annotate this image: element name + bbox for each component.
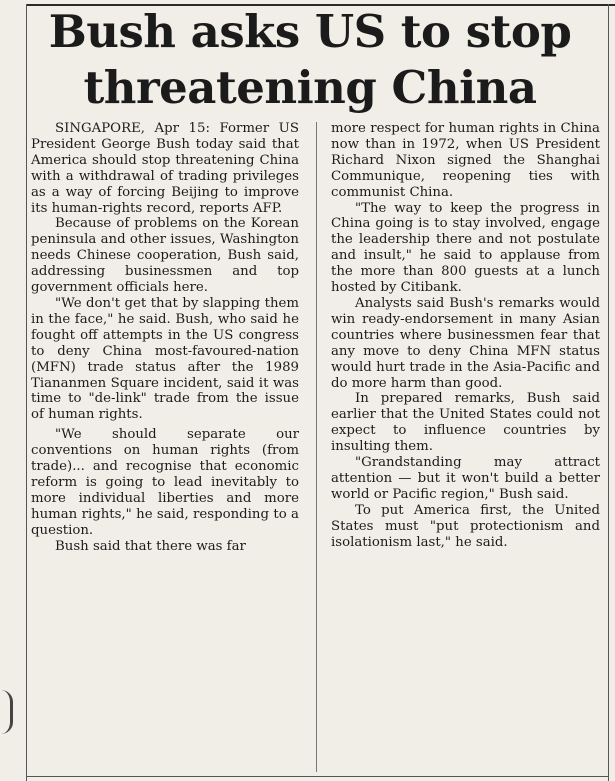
paragraph: To put America first, the United States must "put protectionism and isolationism last," he said. (331, 502, 600, 550)
article-column-1 (31, 121, 299, 554)
headline (30, 4, 590, 116)
right-border (608, 4, 609, 781)
page-edge-mark (0, 690, 13, 734)
left-border (26, 4, 27, 781)
paragraph: Because of problems on the Korean peninsula and other issues, Washington needs Chinese cooperation, Bush said, addressing businessmen and top government officials here. (31, 216, 299, 296)
article-column-2 (331, 121, 600, 550)
headline-line-2: threatening China (83, 61, 537, 114)
headline-line-1: Bush asks US to stop (48, 5, 572, 58)
column-divider (316, 122, 317, 772)
paragraph: "Grandstanding may attract attention — but it won't build a better world or Pacific region," Bush said. (331, 455, 600, 502)
paragraph: more respect for human rights in China now than in 1972, when US President Richard Nixon signed the Shanghai Communique, reopening ties with communist China. (331, 121, 600, 200)
paragraph: "We should separate our conventions on human rights (from trade)... and recognise that economic reform is going to lead inevitably to more individual liberties and more human rights," he said, responding to a question. (31, 427, 299, 538)
paragraph: "We don't get that by slapping them in the face," he said. Bush, who said he fought off attempts in the US congress to deny China most-favoured-nation (MFN) trade status after the 1989 Tiananmen Square incident, said it was time to "de-link" trade from the issue of human rights. (31, 295, 299, 423)
bottom-border (26, 776, 609, 777)
paragraph: "The way to keep the progress in China going is to stay involved, engage the leadership there and not postulate and insult," he said to applause from the more than 800 guests at a lunch hosted by Citibank. (331, 200, 600, 296)
paragraph: Bush said that there was far (55, 538, 246, 554)
paragraph: SINGAPORE, Apr 15: Former US President George Bush today said that America should stop threatening China with a withdrawal of trading privileges as a way of forcing Beijing to improve its human-rights record, reports AFP. (31, 121, 299, 216)
paragraph: In prepared remarks, Bush said earlier that the United States could not expect to influence countries by insulting them. (331, 391, 600, 455)
paragraph: Analysts said Bush's remarks would win ready-endorsement in many Asian countries where businessmen fear that any move to deny China MFN status would hurt trade in the Asia-Pacific and do more harm than good. (331, 295, 600, 391)
